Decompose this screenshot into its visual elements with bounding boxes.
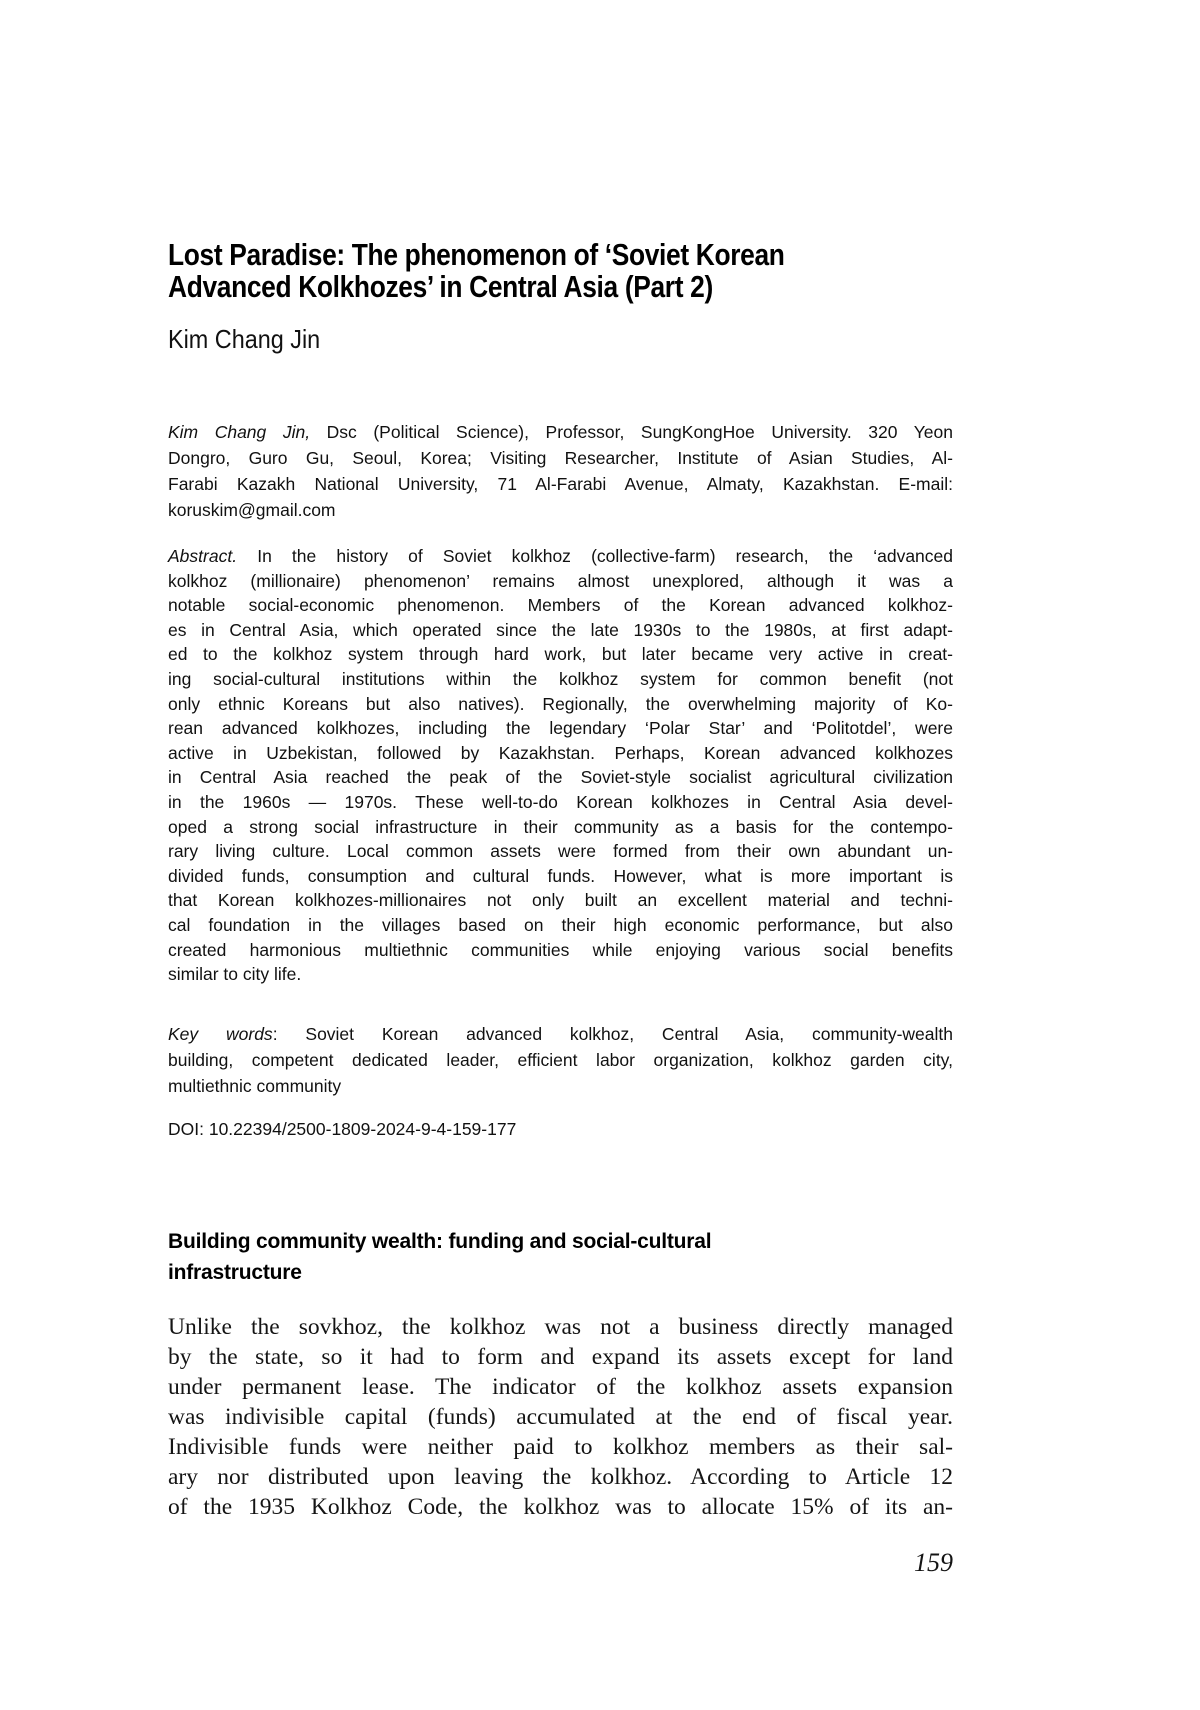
- affiliation-rest: Dsc (Political Science), Professor, SungKongHoe University. 320 Yeon: [310, 422, 953, 442]
- text-line: only ethnic Koreans but also natives). Regionally, the overwhelming majority of Ko-: [168, 693, 953, 714]
- text-line: cal foundation in the villages based on their high economic performance, but also: [168, 914, 953, 935]
- section-heading: [168, 1226, 953, 1288]
- text-line: Advanced Kolkhozes’ in Central Asia (Part 2): [168, 269, 713, 304]
- author-affiliation: [168, 419, 953, 523]
- affiliation-lines: [168, 445, 953, 523]
- text-line: infrastructure: [168, 1261, 302, 1284]
- text-line: Dongro, Guro Gu, Seoul, Korea; Visiting Researcher, Institute of Asian Studies, Al-: [168, 448, 953, 468]
- text-line: Lost Paradise: The phenomenon of ‘Soviet Korean: [168, 237, 785, 272]
- author-name: Kim Chang Jin: [168, 324, 321, 354]
- text-line: rary living culture. Local common assets were formed from their own abundant un-: [168, 841, 953, 862]
- text-line: in Central Asia reached the peak of the Soviet-style socialist agricultural civilization: [168, 767, 953, 788]
- abstract-rest: In the history of Soviet kolkhoz (collective-farm) research, the ‘advanced: [237, 546, 953, 566]
- text-line: under permanent lease. The indicator of the kolkhoz assets expansion: [168, 1374, 953, 1400]
- affiliation-lead: Kim Chang Jin,: [168, 422, 311, 442]
- text-line: similar to city life.: [168, 964, 302, 985]
- text-line: notable social-economic phenomenon. Members of the Korean advanced kolkhoz-: [168, 595, 953, 616]
- abstract-lead: Abstract.: [168, 546, 238, 566]
- text-line: Unlike the sovkhoz, the kolkhoz was not a business directly managed: [168, 1314, 953, 1340]
- doi: DOI: 10.22394/2500-1809-2024-9-4-159-177: [168, 1119, 517, 1139]
- text-line: kolkhoz (millionaire) phenomenon’ remains almost unexplored, although it was a: [168, 570, 953, 591]
- text-line: ing social-cultural institutions within the kolkhoz system for common benefit (not: [168, 668, 953, 689]
- text-line: koruskim@gmail.com: [168, 500, 336, 520]
- text-line: created harmonious multiethnic communities while enjoying various social benefits: [168, 939, 953, 960]
- text-line: [168, 419, 953, 445]
- text-line: active in Uzbekistan, followed by Kazakhstan. Perhaps, Korean advanced kolkhozes: [168, 742, 953, 763]
- text-line: Farabi Kazakh National University, 71 Al-Farabi Avenue, Almaty, Kazakhstan. E-mail:: [168, 474, 953, 494]
- text-line: [168, 544, 953, 569]
- text-line: es in Central Asia, which operated since the late 1930s to the 1980s, at first adapt-: [168, 619, 953, 640]
- keywords: [168, 1021, 953, 1099]
- text-line: that Korean kolkhozes-millionaires not only built an excellent material and techni-: [168, 890, 953, 911]
- text-line: divided funds, consumption and cultural funds. However, what is more important is: [168, 865, 953, 886]
- keywords-lead: Key words: [168, 1024, 273, 1044]
- keywords-rest: : Soviet Korean advanced kolkhoz, Central Asia, community-wealth: [272, 1024, 953, 1044]
- text-line: ed to the kolkhoz system through hard work, but later became very active in creat-: [168, 644, 953, 665]
- keywords-lines: [168, 1047, 953, 1099]
- text-line: was indivisible capital (funds) accumulated at the end of fiscal year.: [168, 1404, 953, 1430]
- text-line: [168, 1021, 953, 1047]
- page-number: 159: [914, 1548, 953, 1577]
- text-line: rean advanced kolkhozes, including the legendary ‘Polar Star’ and ‘Politotdel’, were: [168, 718, 953, 739]
- text-line: in the 1960s — 1970s. These well-to-do Korean kolkhozes in Central Asia devel-: [168, 791, 953, 812]
- text-line: multiethnic community: [168, 1076, 342, 1096]
- article-title: [168, 239, 950, 303]
- abstract: [168, 544, 953, 987]
- text-line: Indivisible funds were neither paid to kolkhoz members as their sal-: [168, 1434, 953, 1460]
- text-line: oped a strong social infrastructure in their community as a basis for the contempo-: [168, 816, 953, 837]
- text-line: Building community wealth: funding and social-cultural: [168, 1230, 712, 1253]
- text-line: building, competent dedicated leader, efficient labor organization, kolkhoz garden city,: [168, 1050, 953, 1070]
- text-line: of the 1935 Kolkhoz Code, the kolkhoz was to allocate 15% of its an-: [168, 1494, 953, 1520]
- body-paragraph: [168, 1312, 953, 1522]
- text-line: ary nor distributed upon leaving the kolkhoz. According to Article 12: [168, 1464, 953, 1490]
- abstract-lines: [168, 569, 953, 987]
- text-line: by the state, so it had to form and expand its assets except for land: [168, 1344, 953, 1370]
